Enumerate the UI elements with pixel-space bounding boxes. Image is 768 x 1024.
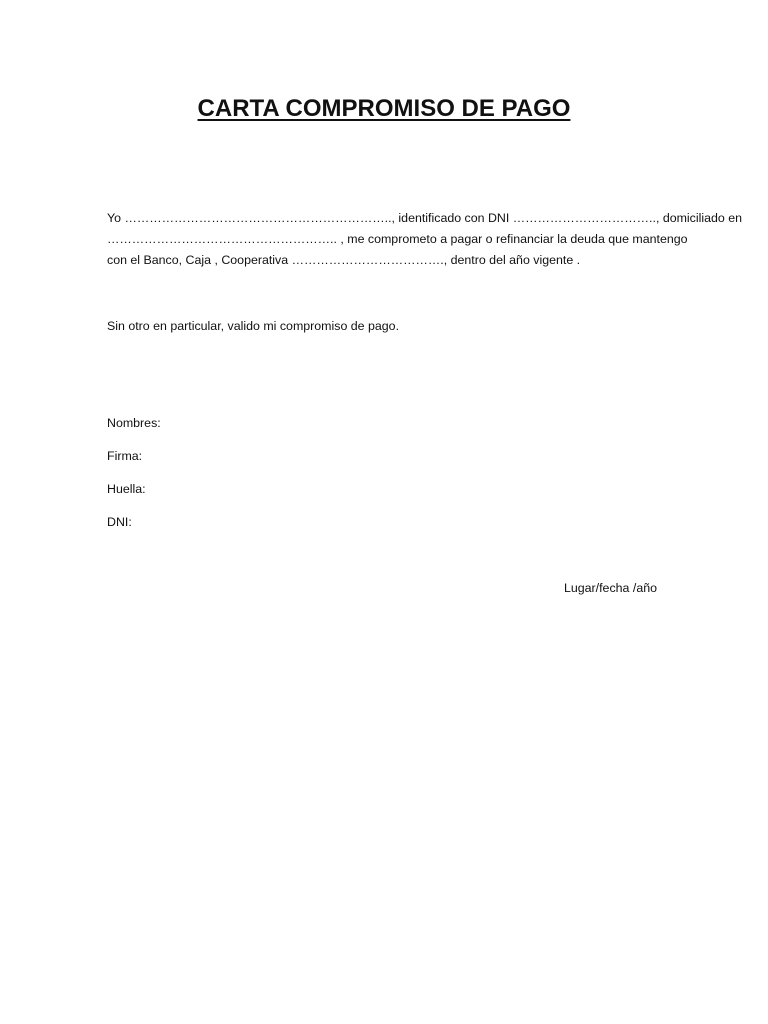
field-nombres-label: Nombres: xyxy=(107,416,161,430)
place-date-label: Lugar/fecha /año xyxy=(563,581,657,595)
field-huella-label: Huella: xyxy=(107,482,146,496)
document-title xyxy=(0,94,768,124)
commitment-line-1: Yo ……………………………………………………….., identificado con DNI …………………………….., domiciliado en xyxy=(107,211,743,225)
commitment-paragraph xyxy=(107,208,743,271)
document-title-text: CARTA COMPROMISO DE PAGO xyxy=(197,95,571,122)
commitment-line-2: ……………………………………………….. , me comprometo a pagar o refinanciar la deuda que mantengo xyxy=(107,232,688,246)
closing-paragraph: Sin otro en particular, valido mi compromiso de pago. xyxy=(107,319,400,333)
field-firma-label: Firma: xyxy=(107,449,143,463)
field-dni-label: DNI: xyxy=(107,515,132,529)
commitment-line-3: con el Banco, Caja , Cooperativa ………………………………., dentro del año vigente . xyxy=(107,253,581,267)
